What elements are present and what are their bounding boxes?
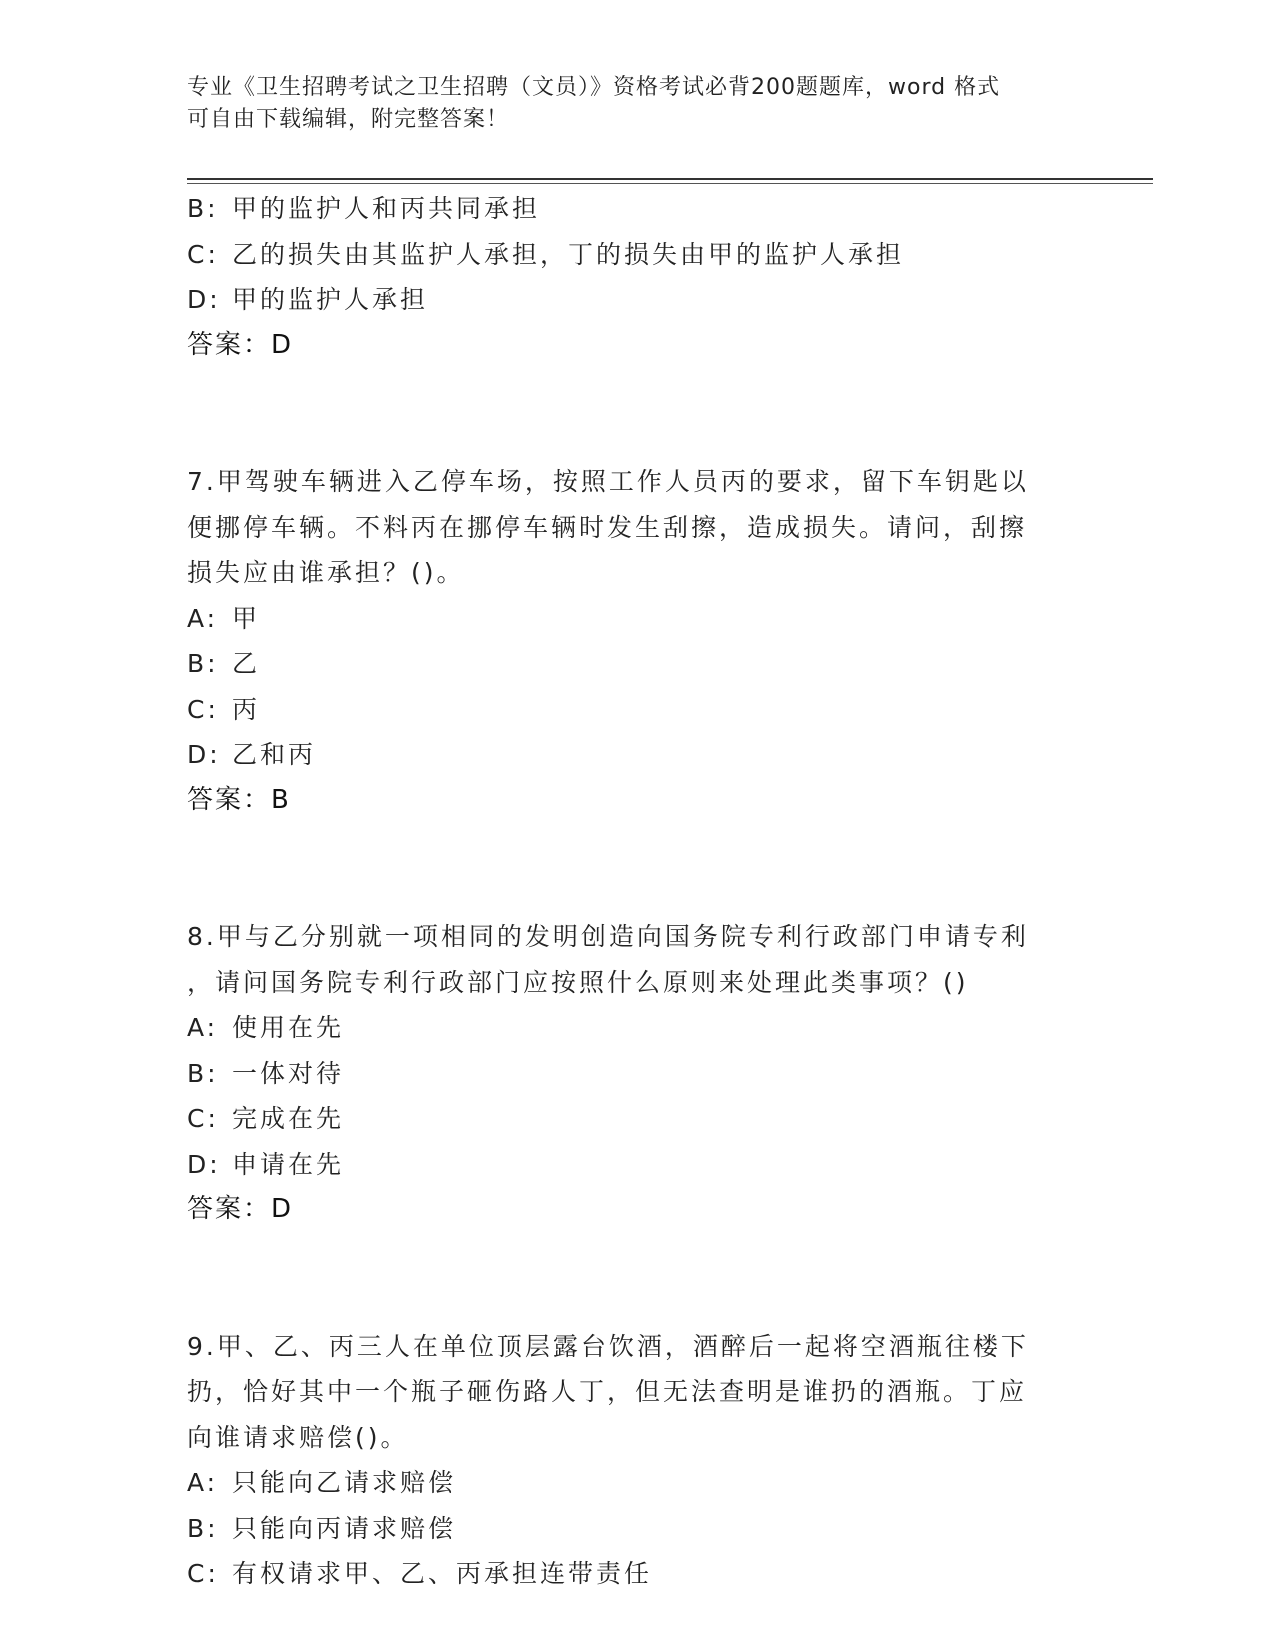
stem-line: 损失应由谁承担？()。 (187, 558, 465, 587)
question-7 (187, 459, 1087, 823)
option-b (187, 186, 1087, 232)
option-key: B: (187, 194, 219, 223)
question-6 (187, 186, 1087, 368)
answer: 答案：B (187, 784, 291, 815)
option-key: D: (187, 1149, 221, 1179)
stem-line: 7.甲驾驶车辆进入乙停车场，按照工作人员丙的要求，留下车钥匙以 (187, 467, 1029, 496)
page-header (187, 72, 1087, 136)
option-a (187, 1460, 1087, 1506)
question-list (187, 186, 1087, 1597)
option-text: 乙 (232, 649, 261, 678)
option-b (187, 641, 1087, 687)
option-key: C: (187, 694, 219, 724)
option-key: C: (187, 239, 219, 269)
option-key: B: (187, 649, 219, 678)
option-b (187, 1506, 1087, 1552)
option-text: 一体对待 (232, 1058, 345, 1088)
header-line-2: 可自由下载编辑，附完整答案！ (187, 107, 510, 132)
option-text: 乙和丙 (232, 740, 317, 769)
answer: 答案：D (187, 329, 294, 360)
spacer (187, 1233, 1087, 1324)
option-text: 有权请求甲、乙、丙承担连带责任 (232, 1559, 653, 1588)
option-key: C: (187, 1559, 219, 1588)
answer: 答案：D (187, 1194, 294, 1224)
header-divider-thick (187, 178, 1153, 180)
option-d (187, 277, 1087, 323)
option-key: D: (187, 285, 221, 314)
option-text: 甲的监护人和丙共同承担 (232, 194, 541, 223)
option-text: 使用在先 (232, 1013, 345, 1042)
option-b (187, 1051, 1087, 1097)
question-stem (187, 914, 1087, 1005)
stem-line: 便挪停车辆。不料丙在挪停车辆时发生刮擦，造成损失。请问，刮擦 (187, 512, 1028, 542)
question-stem (187, 1324, 1087, 1461)
question-stem (187, 459, 1087, 596)
option-key: A: (187, 603, 219, 633)
option-text: 甲 (232, 603, 261, 633)
question-9 (187, 1324, 1087, 1597)
option-d (187, 1142, 1087, 1188)
stem-line: 向谁请求赔偿()。 (187, 1422, 409, 1452)
option-text: 只能向乙请求赔偿 (232, 1468, 457, 1497)
option-c (187, 687, 1087, 733)
option-key: B: (187, 1513, 219, 1543)
option-text: 丙 (232, 694, 261, 724)
option-text: 乙的损失由其监护人承担，丁的损失由甲的监护人承担 (232, 239, 905, 269)
header-divider-thin (187, 183, 1153, 184)
option-text: 只能向丙请求赔偿 (232, 1513, 457, 1543)
option-text: 甲的监护人承担 (232, 285, 429, 314)
header-line-1: 专业《卫生招聘考试之卫生招聘（文员）》资格考试必背200题题库，word 格式 (187, 75, 1001, 100)
option-key: B: (187, 1058, 219, 1088)
stem-line: 8.甲与乙分别就一项相同的发明创造向国务院专利行政部门申请专利 (187, 922, 1029, 951)
spacer (187, 368, 1087, 459)
option-key: C: (187, 1104, 219, 1133)
stem-line: 9.甲、乙、丙三人在单位顶层露台饮酒，酒醉后一起将空酒瓶往楼下 (187, 1331, 1029, 1361)
question-8 (187, 914, 1087, 1233)
option-c (187, 1096, 1087, 1142)
option-a (187, 596, 1087, 642)
option-key: A: (187, 1013, 219, 1042)
stem-line: ，请问国务院专利行政部门应按照什么原则来处理此类事项？() (187, 967, 969, 997)
option-text: 申请在先 (232, 1149, 345, 1179)
option-c (187, 1551, 1087, 1597)
option-c (187, 232, 1087, 278)
option-key: A: (187, 1468, 219, 1497)
stem-line: 扔，恰好其中一个瓶子砸伤路人丁，但无法查明是谁扔的酒瓶。丁应 (187, 1377, 1028, 1406)
spacer (187, 823, 1087, 914)
option-a (187, 1005, 1087, 1051)
option-text: 完成在先 (232, 1104, 345, 1133)
option-key: D: (187, 740, 221, 769)
option-d (187, 732, 1087, 778)
